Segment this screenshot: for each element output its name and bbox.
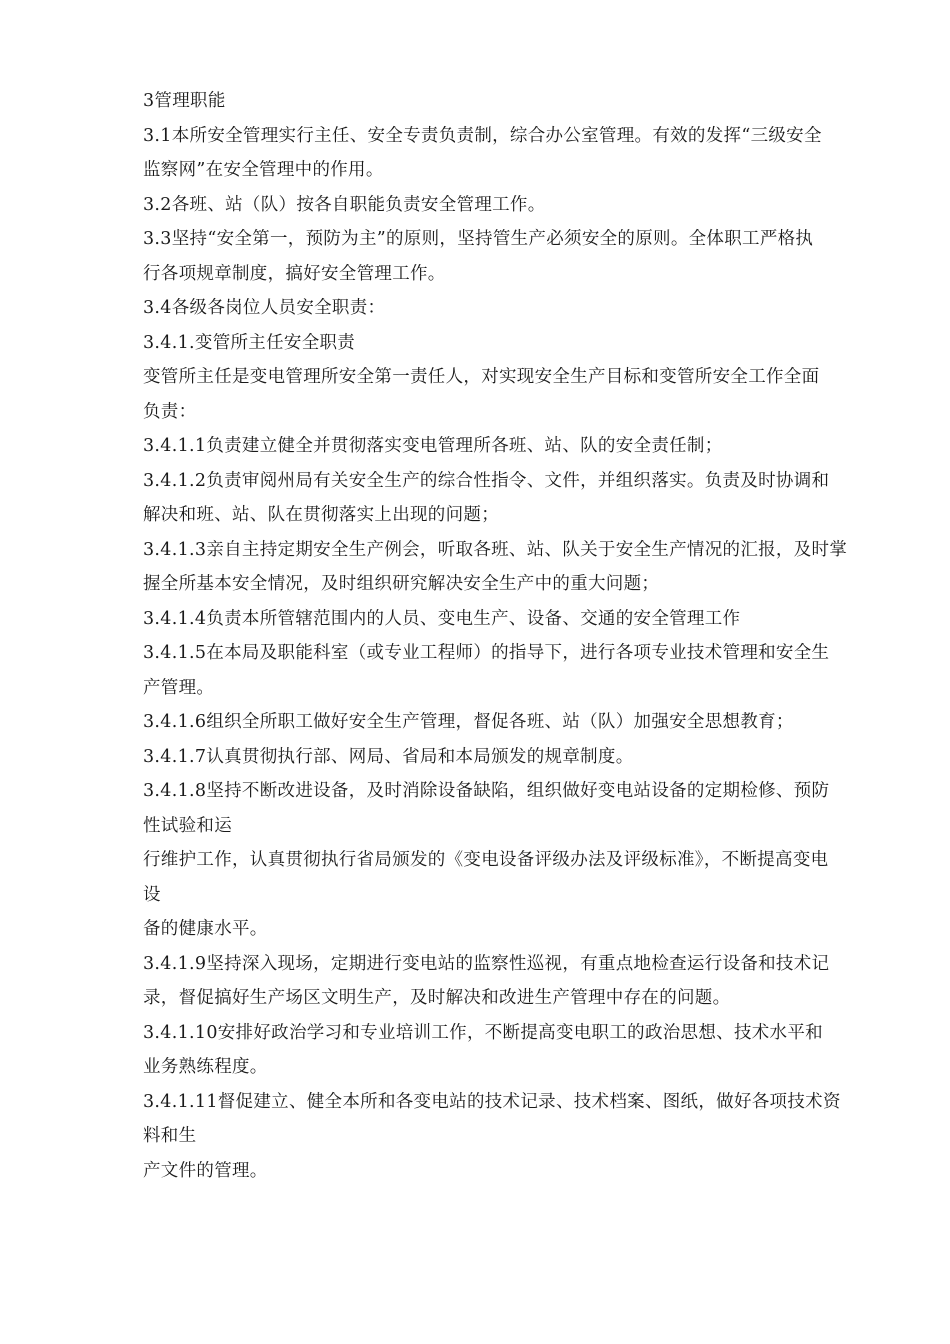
paragraph-line: 监察网”在安全管理中的作用。 [143, 160, 384, 180]
paragraph-line: 3.4.1.5在本局及职能科室（或专业工程师）的指导下，进行各项专业技术管理和安全生 [143, 643, 830, 663]
paragraph-line: 3.4.1.7认真贯彻执行部、网局、省局和本局颁发的规章制度。 [143, 746, 634, 767]
paragraph-line: 解决和班、站、队在贯彻落实上出现的问题； [143, 505, 499, 525]
paragraph-line: 3.4.1.1负责建立健全并贯彻落实变电管理所各班、站、队的安全责任制； [143, 436, 723, 456]
paragraph-line: 行维护工作，认真贯彻执行省局颁发的《变电设备评级办法及评级标准》，不断提高变电 [143, 850, 829, 870]
paragraph-line: 备的健康水平。 [143, 919, 268, 939]
section-heading: 3管理职能 [143, 91, 226, 111]
paragraph-line: 3.4.1.11督促建立、健全本所和各变电站的技术记录、技术档案、图纸，做好各项技术资 [143, 1091, 841, 1112]
paragraph-line: 3.3坚持“安全第一，预防为主”的原则，坚持管生产必须安全的原则。全体职工严格执 [143, 229, 814, 249]
paragraph-line: 行各项规章制度，搞好安全管理工作。 [143, 263, 446, 284]
paragraph-line: 3.4.1.10安排好政治学习和专业培训工作，不断提高变电职工的政治思想、技术水平和 [143, 1022, 823, 1043]
paragraph-line: 录，督促搞好生产场区文明生产，及时解决和改进生产管理中存在的问题。 [143, 988, 731, 1008]
paragraph-line: 3.4.1.4负责本所管辖范围内的人员、变电生产、设备、交通的安全管理工作 [143, 608, 741, 629]
paragraph-line: 负责： [143, 401, 197, 422]
paragraph-line: 3.1本所安全管理实行主任、安全专责负责制，综合办公室管理。有效的发挥“三级安全 [143, 125, 822, 146]
paragraph-line: 料和生 [143, 1126, 197, 1146]
paragraph-line: 产管理。 [143, 677, 215, 698]
paragraph-line: 业务熟练程度。 [143, 1057, 268, 1077]
paragraph-line: 产文件的管理。 [143, 1160, 268, 1181]
paragraph-line: 3.2各班、站（队）按各自职能负责安全管理工作。 [143, 194, 546, 215]
paragraph-line: 性试验和运 [143, 815, 232, 836]
paragraph-line: 3.4.1.2负责审阅州局有关安全生产的综合性指令、文件，并组织落实。负责及时协调和 [143, 470, 830, 491]
paragraph-line: 变管所主任是变电管理所安全第一责任人，对实现安全生产目标和变管所安全工作全面 [143, 367, 820, 387]
paragraph-line: 3.4.1.6组织全所职工做好安全生产管理，督促各班、站（队）加强安全思想教育； [143, 712, 794, 732]
paragraph-line: 3.4.1.3亲自主持定期安全生产例会，听取各班、站、队关于安全生产情况的汇报，及时掌 [143, 539, 848, 560]
paragraph-line: 握全所基本安全情况，及时组织研究解决安全生产中的重大问题； [143, 574, 660, 594]
paragraph-line: 3.4.1.9坚持深入现场，定期进行变电站的监察性巡视，有重点地检查运行设备和技术记 [143, 953, 830, 974]
subsection-heading: 3.4.1.变管所主任安全职责 [143, 332, 356, 353]
paragraph-line: 设 [143, 884, 161, 905]
document-body [143, 84, 883, 1188]
paragraph-line: 3.4各级各岗位人员安全职责： [143, 298, 386, 318]
paragraph-line: 3.4.1.8坚持不断改进设备，及时消除设备缺陷，组织做好变电站设备的定期检修、预防 [143, 781, 830, 801]
